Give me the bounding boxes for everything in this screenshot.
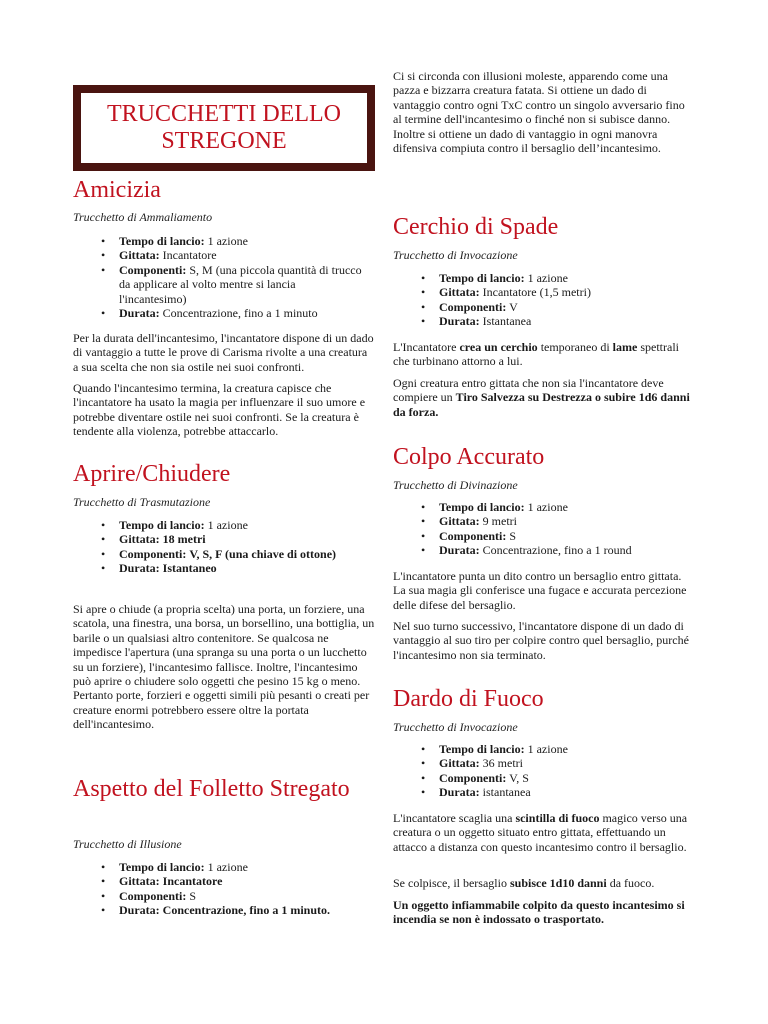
title-frame: [73, 85, 375, 171]
spell-stats-cerchio: [393, 271, 693, 329]
stat-gittata: • Gittata: Incantatore: [73, 248, 363, 262]
stat-tempo: • Tempo di lancio: 1 azione: [393, 742, 693, 756]
spell-title-dardo: Dardo di Fuoco: [393, 686, 544, 712]
spell-desc-amicizia-2: Quando l'incantesimo termina, la creatura capisce che l'incantatore ha usato la magia per influenzare il suo umore e potrebbe diventare ostile nei suoi confronti. Se la creatura è tendente alla violenza, potrebbe attaccarlo.: [73, 381, 366, 439]
stat-durata: • Durata: Istantaneo: [73, 561, 363, 575]
spell-desc-aprire: Si apre o chiude (a propria scelta) una porta, un forziere, una scatola, una finestra, una borsa, un borsellino, una bottiglia, un barile o un qualsiasi altro contenitore. Se qualcosa ne impedisce l'apertura (una spranga su una porta o un lucchetto su un forziere), l'incantesimo fallisce. Inoltre, l'incantesimo può aprire o chiudere solo oggetti che pesino 15 kg o meno. Pertanto porte, forzieri e oggetti simili più pesanti o creati per creature enormi potrebbero essere oltre la portata dell'incantesimo.: [73, 602, 375, 732]
spell-title-colpo: Colpo Accurato: [393, 444, 545, 470]
spell-school-amicizia: Trucchetto di Ammaliamento: [73, 210, 213, 224]
spell-title-aprire: Aprire/Chiudere: [73, 461, 231, 487]
spell-school-aprire: Trucchetto di Trasmutazione: [73, 495, 211, 509]
spell-school-colpo: Trucchetto di Divinazione: [393, 478, 518, 492]
stat-componenti: • Componenti: S: [393, 529, 693, 543]
spell-stats-colpo: [393, 500, 693, 558]
spell-desc-dardo-3: Un oggetto infiammabile colpito da questo incantesimo si incendia se non è indossato o trasportato.: [393, 898, 685, 927]
spell-desc-amicizia-1: Per la durata dell'incantesimo, l'incantatore dispone di un dado di vantaggio a tutte le prove di Carisma rivolte a una creatura a sua scelta che non sia ostile nei suoi confronti.: [73, 331, 374, 374]
stat-componenti: • Componenti: S, M (una piccola quantità di trucco da applicare al volto mentre si lancia l'incantesimo): [73, 263, 363, 306]
page-title: TRUCCHETTI DELLO STREGONE: [80, 92, 368, 164]
stat-tempo: • Tempo di lancio: 1 azione: [73, 518, 363, 532]
spell-desc-colpo-1: L'incantatore punta un dito contro un bersaglio entro gittata. La sua magia gli conferisce una fugace e accurata percezione delle difese del bersaglio.: [393, 569, 687, 612]
stat-durata: • Durata: Istantanea: [393, 314, 693, 328]
stat-gittata: • Gittata: 9 metri: [393, 514, 693, 528]
spell-desc-aspetto: Ci si circonda con illusioni moleste, apparendo come una pazza e bizzarra creatura fatata. Si ottiene un dado di vantaggio contro ogni TxC contro un singolo avversario fino al termine dell'incantesimo o finché non si subisce danno. Inoltre si ottiene un dado di vantaggio in ogni manovra difensiva compiuta contro il bersaglio dell’incantesimo.: [393, 69, 685, 156]
spell-stats-aspetto: [73, 860, 363, 918]
stat-durata: • Durata: Concentrazione, fino a 1 minuto: [73, 306, 363, 320]
spell-desc-cerchio-2: Ogni creatura entro gittata che non sia l'incantatore deve compiere un Tiro Salvezza su Destrezza o subire 1d6 danni da forza.: [393, 376, 690, 419]
stat-tempo: • Tempo di lancio: 1 azione: [73, 234, 363, 248]
spell-title-amicizia: Amicizia: [73, 177, 161, 203]
stat-durata: • Durata: Concentrazione, fino a 1 minuto.: [73, 903, 363, 917]
spell-stats-aprire: [73, 518, 363, 576]
stat-componenti: • Componenti: S: [73, 889, 363, 903]
stat-tempo: • Tempo di lancio: 1 azione: [393, 271, 693, 285]
spell-stats-amicizia: [73, 234, 363, 320]
spell-school-cerchio: Trucchetto di Invocazione: [393, 248, 518, 262]
stat-gittata: • Gittata: 36 metri: [393, 756, 693, 770]
spell-title-cerchio: Cerchio di Spade: [393, 214, 559, 240]
stat-componenti: • Componenti: V, S: [393, 771, 693, 785]
spell-stats-dardo: [393, 742, 693, 800]
spell-title-aspetto: Aspetto del Folletto Stregato: [73, 776, 350, 802]
stat-gittata: • Gittata: 18 metri: [73, 532, 363, 546]
stat-tempo: • Tempo di lancio: 1 azione: [73, 860, 363, 874]
stat-gittata: • Gittata: Incantatore (1,5 metri): [393, 285, 693, 299]
spell-desc-dardo-1: L'incantatore scaglia una scintilla di fuoco magico verso una creatura o un oggetto situato entro gittata, effettuando un attacco a distanza con questo incantesimo contro il bersaglio.: [393, 811, 688, 854]
stat-componenti: • Componenti: V, S, F (una chiave di ottone): [73, 547, 363, 561]
stat-gittata: • Gittata: Incantatore: [73, 874, 363, 888]
stat-durata: • Durata: istantanea: [393, 785, 693, 799]
spell-desc-dardo-2: Se colpisce, il bersaglio subisce 1d10 danni da fuoco.: [393, 876, 655, 890]
stat-componenti: • Componenti: V: [393, 300, 693, 314]
spell-desc-colpo-2: Nel suo turno successivo, l'incantatore dispone di un dado di vantaggio al suo tiro per colpire contro quel bersaglio, purché l'incantesimo non sia terminato.: [393, 619, 689, 662]
spell-desc-cerchio-1: L'Incantatore crea un cerchio temporaneo di lame spettrali che turbinano attorno a lui.: [393, 340, 679, 369]
spell-school-aspetto: Trucchetto di Illusione: [73, 837, 182, 851]
spell-school-dardo: Trucchetto di Invocazione: [393, 720, 518, 734]
stat-durata: • Durata: Concentrazione, fino a 1 round: [393, 543, 693, 557]
stat-tempo: • Tempo di lancio: 1 azione: [393, 500, 693, 514]
